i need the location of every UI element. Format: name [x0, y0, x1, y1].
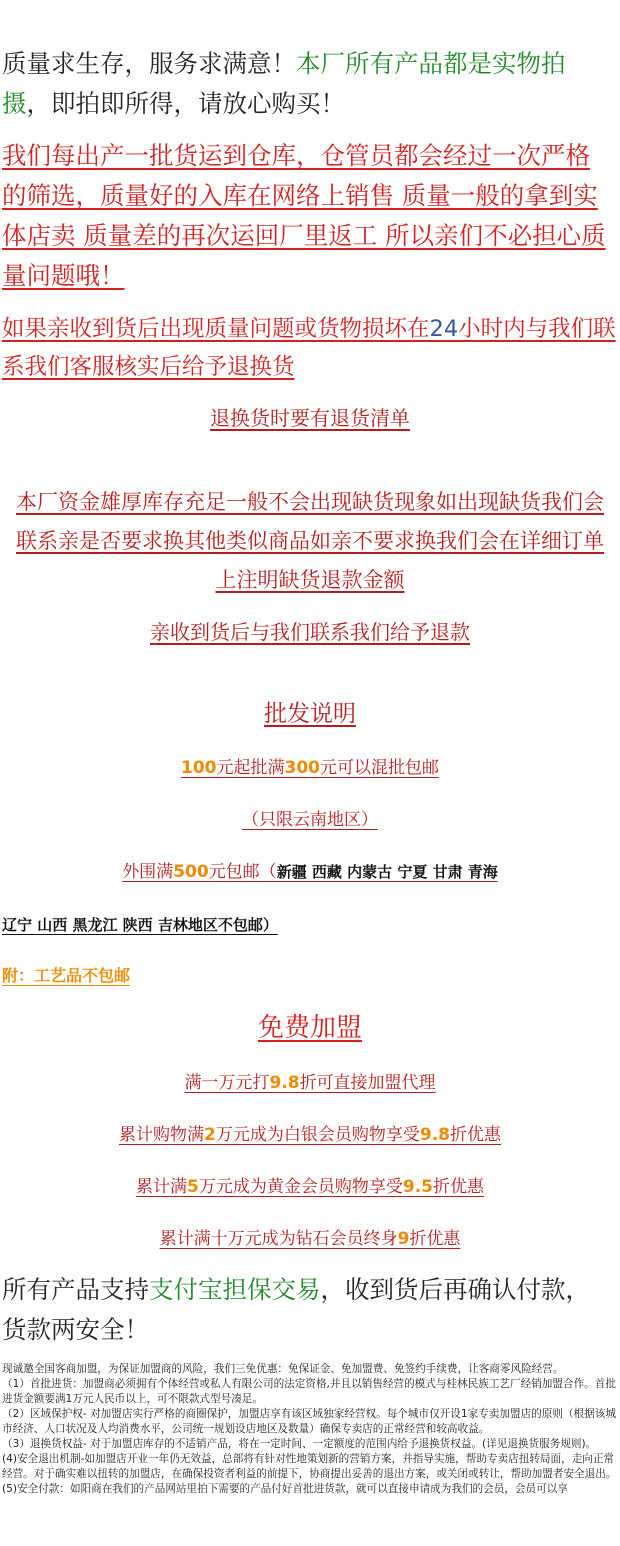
- returns-hours: 24: [429, 316, 459, 342]
- returns-text-1: 如果亲收到货后出现质量问题或货物损坏在: [2, 316, 430, 342]
- alipay-guarantee: 支付宝担保交易: [149, 1275, 321, 1304]
- intro-text-1: 质量求生存，服务求满意！: [2, 49, 296, 78]
- terms-item-3: （3）退换货权益- 对于加盟店库存的不适销产品，将在一定时间、一定额度的范围内给予退换货权益。(详见退换货服务规则)。: [2, 1438, 597, 1450]
- franchise-rule-3: 累计满5万元成为黄金会员购物享受9.5折优惠: [136, 1177, 484, 1197]
- returns-text-2: 小时内与我们联系我们客服核实后给予退换货: [2, 316, 616, 380]
- terms-item-5: (5)安全付款：如阳商在我们的产品网站里拍下需要的产品付好首批进货款，就可以直接申请成为我们的会员，会员可以享: [2, 1483, 568, 1495]
- terms-item-4: (4)安全退出机制-如加盟店开业一年仍无效益，总部将有针对性地策划新的营销方案，并指导实施，帮助专卖店扭转局面，走向正常经营。对于确实难以扭转的加盟店，在确保投资者利益的前提下，协商提出妥善的退出方案，或关闭或转让，帮助加盟者安全退出。: [2, 1453, 617, 1480]
- franchise-rule-4: 累计满十万元成为钻石会员终身9折优惠: [159, 1229, 461, 1249]
- franchise-title: 免费加盟: [257, 1013, 362, 1043]
- outer-regions-1: 新疆 西藏 内蒙古 宁夏 甘肃 青海: [276, 863, 498, 881]
- terms-item-1: （1）首批进货：加盟商必须拥有个体经营或私人有限公司的法定资格,并且以销售经营的模式与桂林民族工艺厂经销加盟合作。首批进货金额要满1万元人民币以上，可不限款式型号凑足。: [2, 1378, 616, 1405]
- payment-paragraph: 所有产品支持支付宝担保交易，收到货后再确认付款，货款两安全！: [2, 1275, 590, 1344]
- returns-paragraph: [0, 310, 616, 386]
- quality-paragraph: 我们每出产一批货运到仓库，仓管员都会经过一次严格的筛选，质量好的入库在网络上销售 质量一般的拿到实体店卖 质量差的再次运回厂里返工 所以亲们不必担心质量问题哦！: [2, 141, 606, 290]
- outer-regions-line-2: 辽宁 山西 黑龙江 陕西 吉林地区不包邮）: [2, 916, 278, 934]
- outer-amount: 500: [173, 862, 209, 882]
- intro-text-2: 本厂所有产品都是实物拍: [296, 49, 566, 78]
- mix-amount: 300: [284, 758, 320, 778]
- terms-intro: 现诚邀全国客商加盟，为保证加盟商的风险，我们三免优惠：免保证金、免加盟费、免签约手续费，让客商零风险经营。: [2, 1363, 564, 1375]
- min-amount: 100: [181, 758, 217, 778]
- intro-text-4: ，即拍即所得，请放心购买！: [26, 89, 345, 118]
- intro-paragraph: [0, 44, 620, 124]
- intro-text-3: 摄: [2, 89, 27, 118]
- terms-item-2: （2）区域保护权- 对加盟店实行严格的商圈保护，加盟店享有该区域独家经营权。每个城市仅开设1家专卖加盟店的原则（根据该城市经济、人口状况及人均消费水平，公司统一规划设店地区及数量）确保专卖店的正常经营和较高收益。: [2, 1408, 616, 1435]
- outer-shipping: 外围满500元包邮（新疆 西藏 内蒙古 宁夏 甘肃 青海: [122, 862, 498, 882]
- return-list-note: 退换货时要有退货清单: [210, 406, 410, 430]
- craft-shipping-note: 附：工艺品不包邮: [2, 966, 131, 985]
- wholesale-title: 批发说明: [264, 701, 356, 727]
- franchise-rule-1: 满一万元打9.8折可直接加盟代理: [184, 1073, 436, 1093]
- stock-paragraph: 本厂资金雄厚库存充足一般不会出现缺货现象如出现缺货我们会联系亲是否要求换其他类似商品如亲不要求换我们会在详细订单上注明缺货退款金额: [16, 490, 604, 592]
- refund-note: 亲收到货后与我们联系我们给予退款: [150, 620, 470, 644]
- wholesale-region: （只限云南地区）: [242, 810, 378, 830]
- franchise-terms: [0, 1362, 620, 1497]
- franchise-rule-2: 累计购物满2万元成为白银会员购物享受9.8折优惠: [119, 1125, 501, 1145]
- wholesale-minimum: 100元起批满300元可以混批包邮: [181, 758, 439, 778]
